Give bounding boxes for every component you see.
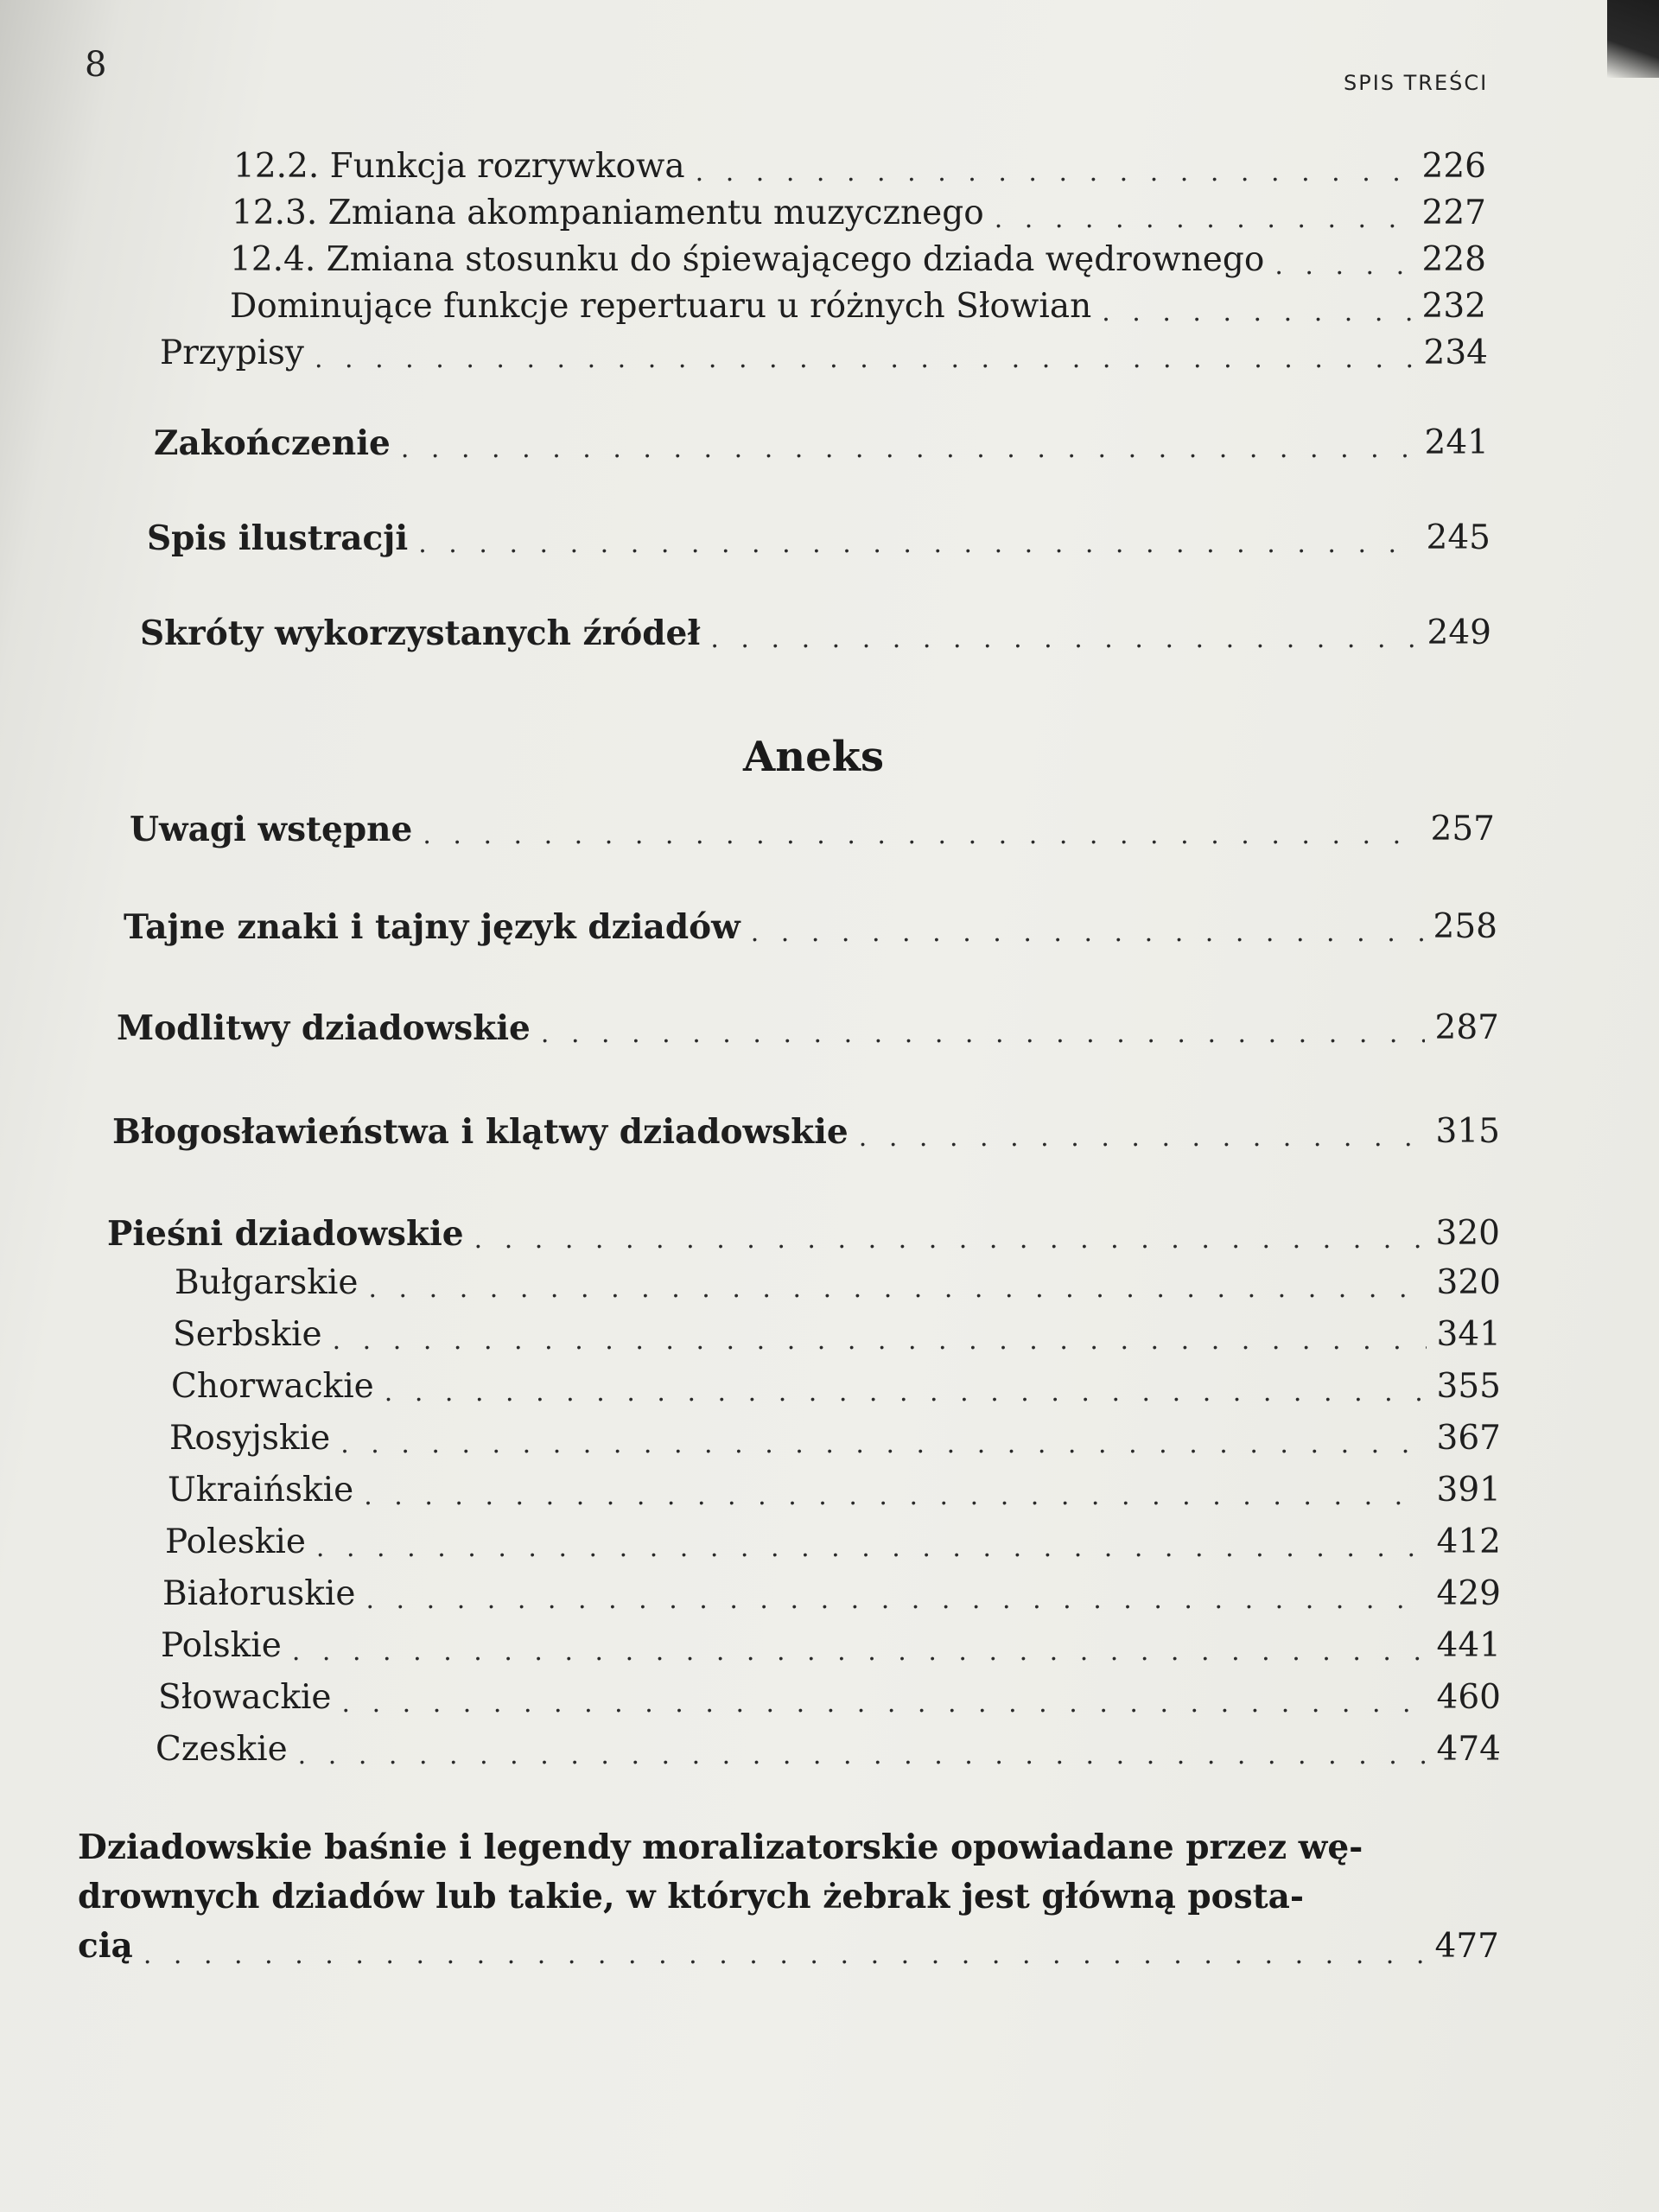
- toc-subentry: [171, 1365, 1501, 1408]
- toc-entry-page: 241: [1424, 423, 1489, 462]
- dot-leader: [401, 434, 1414, 465]
- toc-entry-page: 391: [1436, 1471, 1501, 1510]
- running-head: SPIS TREŚCI: [1344, 71, 1489, 95]
- toc-entry-title: Przypisy: [160, 334, 304, 372]
- dot-leader: [298, 1740, 1427, 1771]
- toc-subentry: [173, 1313, 1501, 1357]
- dot-leader: [751, 918, 1423, 949]
- toc-entry-page: 228: [1421, 240, 1486, 279]
- dot-leader: [143, 1940, 1425, 1971]
- toc-entry-title: Rosyjskie: [169, 1419, 331, 1458]
- dot-leader: [342, 1688, 1427, 1719]
- toc-entry: [230, 238, 1486, 282]
- dot-leader: [333, 1325, 1427, 1357]
- toc-entry-title: Spis ilustracji: [147, 518, 409, 558]
- toc-entry: [124, 906, 1497, 949]
- dot-leader: [696, 157, 1412, 188]
- toc-entry: [147, 517, 1491, 560]
- toc-entry-line: Dziadowskie baśnie i legendy moralizatorskie opowiadane przez wę-: [78, 1827, 1363, 1867]
- dot-leader: [340, 1429, 1426, 1460]
- toc-entry-title: Skróty wykorzystanych źródeł: [140, 613, 701, 653]
- toc-entry-page: 226: [1421, 147, 1486, 186]
- toc-entry-page: 234: [1423, 334, 1488, 372]
- toc-entry-title: Uwagi wstępne: [130, 810, 413, 849]
- toc-entry-page: 315: [1435, 1112, 1500, 1151]
- toc-entry-page: 341: [1436, 1315, 1501, 1354]
- dot-leader: [385, 1377, 1427, 1408]
- toc-subentry: [165, 1521, 1501, 1564]
- toc-entry-page: 227: [1421, 194, 1486, 232]
- dot-leader: [316, 1533, 1427, 1564]
- toc-entry-page: 249: [1427, 613, 1491, 652]
- toc-entry-page: 367: [1436, 1419, 1501, 1458]
- dot-leader: [710, 624, 1416, 655]
- toc-entry-title: Błogosławieństwa i klątwy dziadowskie: [112, 1112, 849, 1152]
- toc-entry: [107, 1212, 1500, 1255]
- toc-entry-page: 355: [1436, 1367, 1501, 1406]
- toc-entry-page: 232: [1421, 287, 1486, 326]
- toc-entry-title: Chorwackie: [171, 1367, 374, 1406]
- toc-entry-title: Zakończenie: [154, 423, 391, 463]
- toc-entry: [117, 1007, 1499, 1050]
- toc-entry: [130, 808, 1495, 851]
- toc-entry: [233, 145, 1486, 188]
- dot-leader: [541, 1019, 1425, 1050]
- toc-entry-title: Czeskie: [156, 1730, 288, 1769]
- toc-entry-multiline: [78, 1823, 1499, 1971]
- toc-entry-page: 477: [1434, 1927, 1499, 1966]
- toc-entry-page: 287: [1434, 1008, 1499, 1047]
- toc-entry-title: Modlitwy dziadowskie: [117, 1008, 531, 1048]
- toc-entry-title: 12.2. Funkcja rozrywkowa: [233, 147, 685, 186]
- toc-entry: [154, 422, 1489, 465]
- toc-entry: [232, 192, 1486, 235]
- toc-entry-page: 320: [1436, 1263, 1501, 1302]
- toc-entry-title: 12.4. Zmiana stosunku do śpiewającego dziada wędrownego: [230, 240, 1265, 279]
- toc-entry-title: Białoruskie: [162, 1574, 356, 1613]
- toc-entry-page: 257: [1430, 810, 1495, 849]
- toc-entry-page: 429: [1436, 1574, 1501, 1613]
- dot-leader: [474, 1224, 1426, 1255]
- toc-subentry: [168, 1469, 1501, 1512]
- dot-leader: [995, 204, 1412, 235]
- toc-subentry: [161, 1624, 1501, 1668]
- toc-entry-line-last: [78, 1922, 1499, 1971]
- toc-entry-line: drownych dziadów lub takie, w których żebrak jest główną posta-: [78, 1877, 1305, 1916]
- toc-entry-page: 441: [1436, 1626, 1501, 1665]
- toc-entry-title: cią: [78, 1926, 133, 1966]
- toc-subentry: [158, 1676, 1501, 1719]
- dot-leader: [365, 1585, 1426, 1616]
- toc-entry-title: Pieśni dziadowskie: [107, 1214, 464, 1254]
- toc-subentry: [175, 1262, 1501, 1305]
- dot-leader: [1102, 297, 1411, 328]
- toc-entry-title: Serbskie: [173, 1315, 322, 1354]
- toc-entry-page: 412: [1436, 1522, 1501, 1561]
- toc-entry: [112, 1110, 1500, 1154]
- page-corner-shadow: [1607, 0, 1659, 78]
- toc-subentry: [156, 1728, 1501, 1771]
- toc-subentry: [162, 1573, 1501, 1616]
- toc-entry-page: 320: [1435, 1214, 1500, 1253]
- toc-entry-title: Ukraińskie: [168, 1471, 354, 1510]
- dot-leader: [418, 529, 1415, 560]
- toc-entry-page: 245: [1426, 518, 1491, 557]
- toc-entry-title: Poleskie: [165, 1522, 306, 1561]
- dot-leader: [315, 344, 1414, 375]
- toc-entry-title: Tajne znaki i tajny język dziadów: [124, 907, 741, 947]
- dot-leader: [1274, 251, 1411, 282]
- toc-entry-page: 460: [1436, 1678, 1501, 1717]
- section-title-aneks: Aneks: [743, 733, 884, 781]
- dot-leader: [364, 1481, 1426, 1512]
- toc-entry-page: 258: [1433, 907, 1497, 946]
- dot-leader: [859, 1122, 1426, 1154]
- toc-entry-title: Polskie: [161, 1626, 282, 1665]
- page-number: 8: [85, 45, 107, 85]
- dot-leader: [292, 1637, 1427, 1668]
- toc-entry: [160, 332, 1488, 375]
- toc-entry-title: Słowackie: [158, 1678, 332, 1717]
- dot-leader: [368, 1274, 1426, 1305]
- dot-leader: [423, 820, 1420, 851]
- toc-subentry: [169, 1417, 1501, 1460]
- toc-entry-title: Dominujące funkcje repertuaru u różnych Słowian: [230, 287, 1092, 326]
- toc-entry-title: Bułgarskie: [175, 1263, 359, 1302]
- toc-entry: [140, 612, 1491, 655]
- toc-entry: [230, 285, 1486, 328]
- toc-entry-page: 474: [1436, 1730, 1501, 1769]
- toc-entry-title: 12.3. Zmiana akompaniamentu muzycznego: [232, 194, 984, 232]
